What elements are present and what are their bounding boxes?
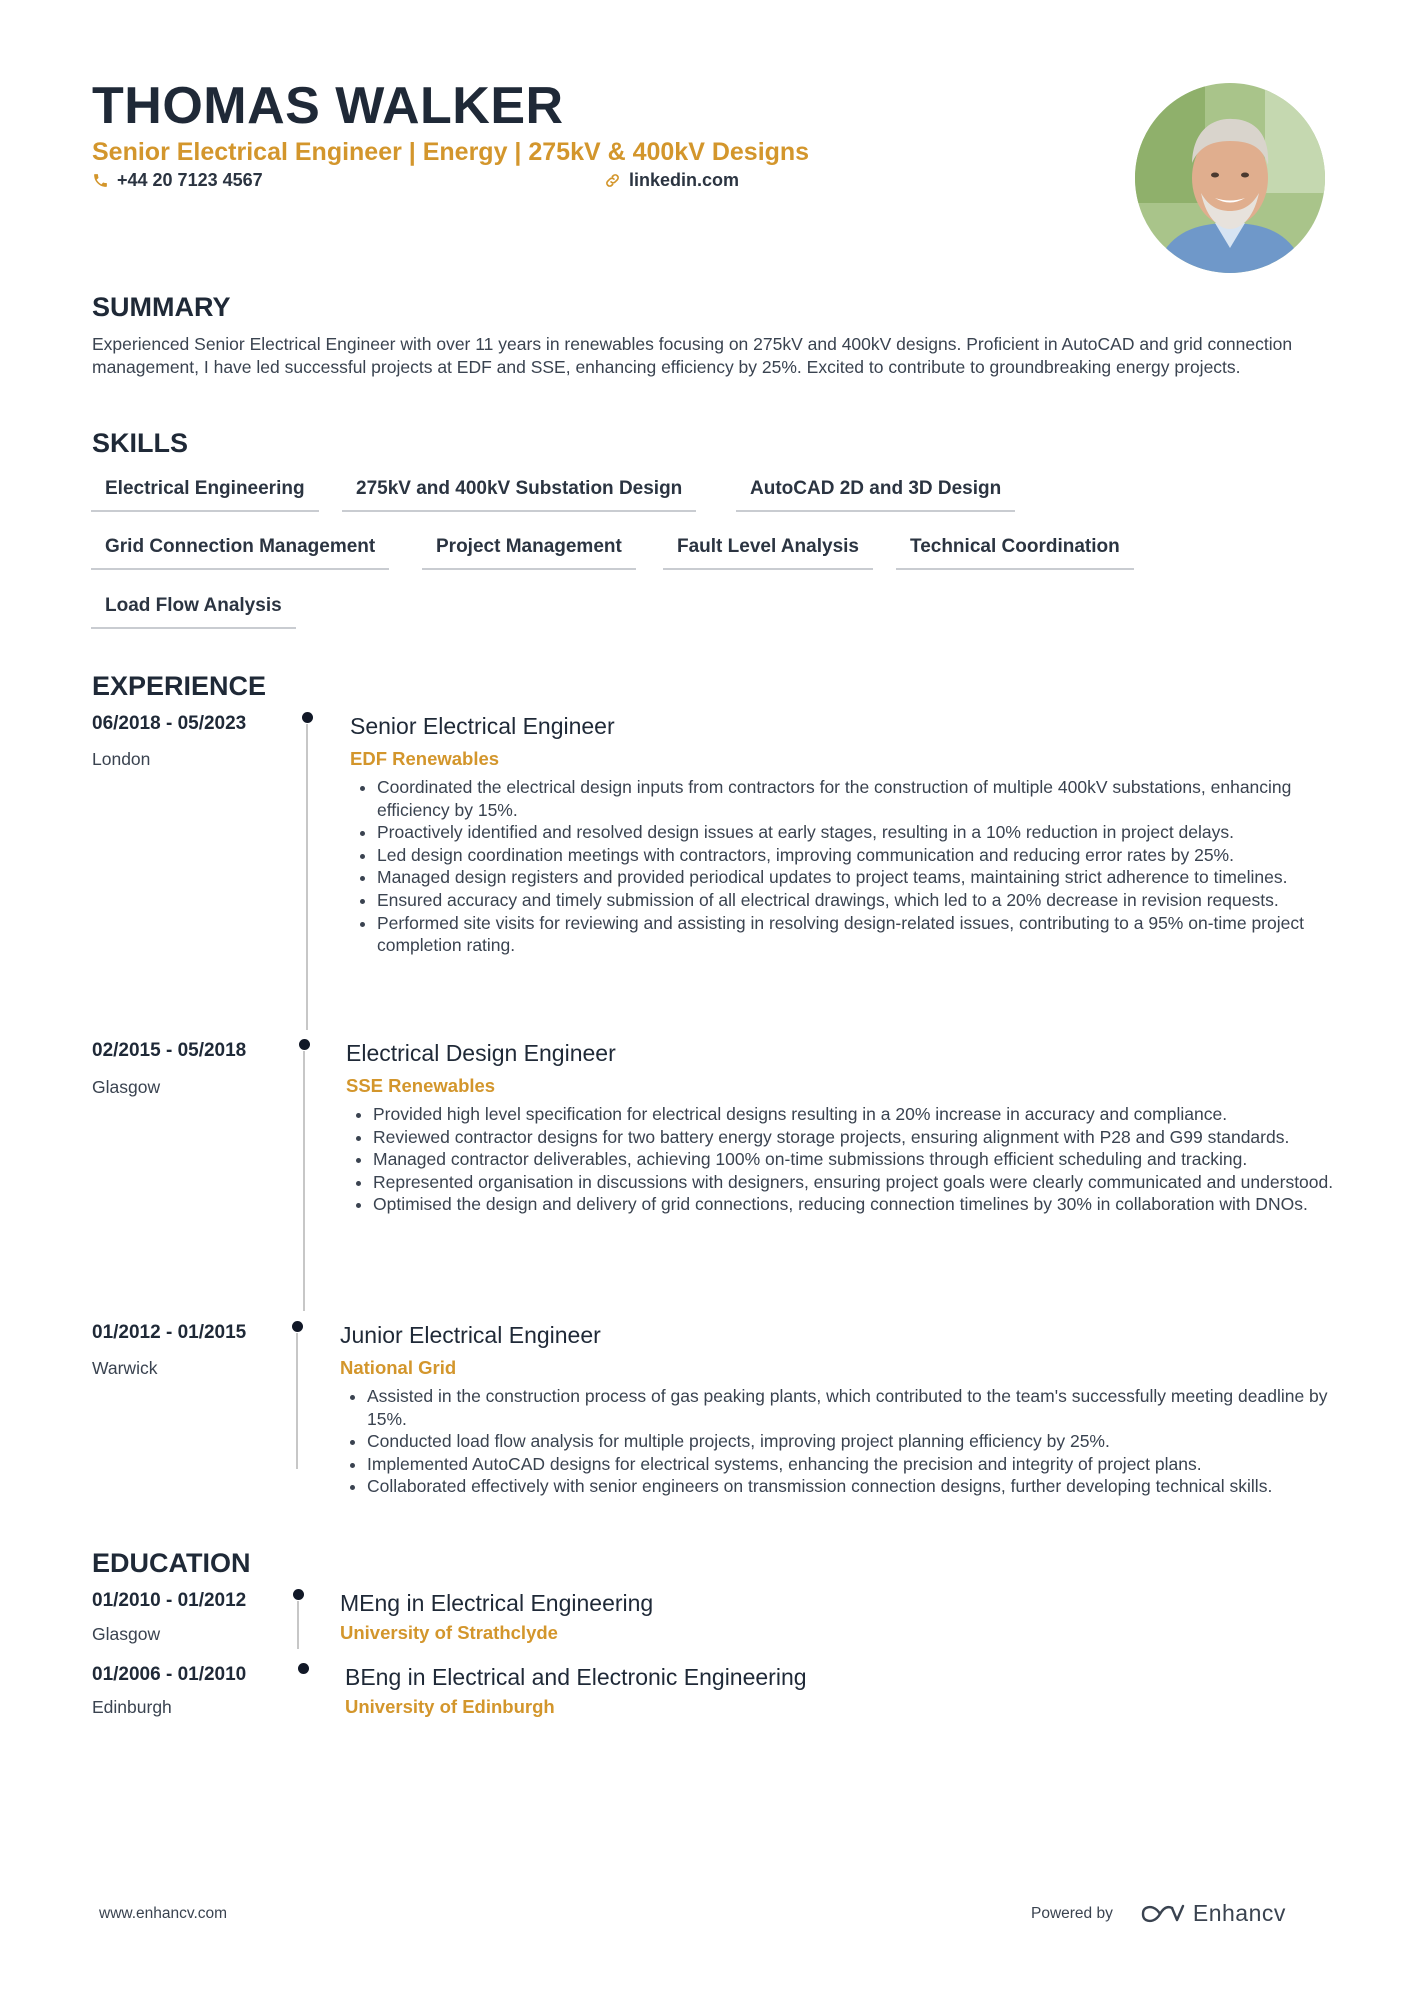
skill-tag: Fault Level Analysis	[663, 536, 873, 570]
education-location: Glasgow	[92, 1624, 161, 1644]
bullet-item: • Managed contractor deliverables, achieving 100% on-time submissions through efficient scheduling and tracking.	[373, 1148, 1358, 1171]
linkedin-contact[interactable]	[604, 170, 739, 191]
job-dates: 01/2012 - 01/2015	[92, 1322, 247, 1343]
job-company: SSE Renewables	[346, 1075, 496, 1096]
job-bullets	[353, 1103, 1358, 1216]
job-location: London	[92, 749, 151, 769]
bullet-item: • Ensured accuracy and timely submission of all electrical drawings, which led to a 20% decrease in revision requests.	[377, 889, 1357, 912]
job-dates: 06/2018 - 05/2023	[92, 713, 247, 734]
job-role: Electrical Design Engineer	[346, 1040, 616, 1066]
bullet-item: • Optimised the design and delivery of grid connections, reducing connection timelines by 30% in collaboration with DNOs.	[373, 1193, 1358, 1216]
bullet-item: • Reviewed contractor designs for two battery energy storage projects, ensuring alignment with P28 and G99 standards.	[373, 1126, 1358, 1149]
job-bullets	[347, 1385, 1357, 1498]
job-bullets	[357, 776, 1357, 957]
skill-tag: 275kV and 400kV Substation Design	[342, 478, 696, 512]
job-role: Senior Electrical Engineer	[350, 713, 615, 739]
link-icon	[604, 172, 621, 189]
skill-tag: Technical Coordination	[896, 536, 1134, 570]
skills-heading: SKILLS	[92, 428, 189, 458]
timeline-dot	[298, 1663, 309, 1674]
bullet-item: • Implemented AutoCAD designs for electrical systems, enhancing the precision and integrity of project plans.	[367, 1453, 1357, 1476]
job-company: National Grid	[340, 1357, 457, 1378]
candidate-name: THOMAS WALKER	[92, 77, 564, 135]
skill-tag: Project Management	[422, 536, 636, 570]
skill-tag: AutoCAD 2D and 3D Design	[736, 478, 1015, 512]
profile-photo	[1135, 83, 1325, 273]
footer-branding	[1031, 1900, 1286, 1927]
bullet-item: • Collaborated effectively with senior engineers on transmission connection designs, further developing technical skills.	[367, 1475, 1357, 1498]
footer-website[interactable]: www.enhancv.com	[99, 1905, 228, 1922]
bullet-item: • Managed design registers and provided periodical updates to project teams, maintaining strict adherence to timelines.	[377, 866, 1357, 889]
timeline-dot	[299, 1039, 310, 1050]
timeline-dot	[293, 1589, 304, 1600]
education-dates: 01/2010 - 01/2012	[92, 1590, 247, 1611]
candidate-title: Senior Electrical Engineer | Energy | 275kV & 400kV Designs	[92, 138, 810, 166]
skill-tag: Grid Connection Management	[91, 536, 389, 570]
timeline-line	[306, 724, 308, 1030]
phone-contact	[92, 170, 263, 191]
bullet-item: • Performed site visits for reviewing and assisting in resolving design-related issues, contributing to a 95% on-time project completion rating.	[377, 912, 1357, 957]
phone-icon	[92, 172, 109, 189]
bullet-item: • Led design coordination meetings with contractors, improving communication and reducing error rates by 25%.	[377, 844, 1357, 867]
timeline-dot	[292, 1321, 303, 1332]
experience-heading: EXPERIENCE	[92, 671, 267, 701]
education-school: University of Edinburgh	[345, 1696, 555, 1717]
powered-by-label: Powered by	[1031, 1904, 1113, 1922]
education-degree: MEng in Electrical Engineering	[340, 1590, 654, 1616]
education-degree: BEng in Electrical and Electronic Engineering	[345, 1664, 807, 1690]
education-school: University of Strathclyde	[340, 1622, 558, 1643]
bullet-item: • Conducted load flow analysis for multiple projects, improving project planning efficiency by 25%.	[367, 1430, 1357, 1453]
job-company: EDF Renewables	[350, 748, 500, 769]
bullet-item: • Represented organisation in discussions with designers, ensuring project goals were clearly communicated and understood.	[373, 1171, 1358, 1194]
timeline-line	[297, 1601, 299, 1649]
linkedin-link[interactable]: linkedin.com	[629, 170, 740, 190]
enhancv-logo-icon	[1139, 1902, 1185, 1926]
job-dates: 02/2015 - 05/2018	[92, 1040, 247, 1061]
job-location: Warwick	[92, 1358, 158, 1378]
brand-logo[interactable]	[1139, 1900, 1286, 1927]
bullet-item: • Provided high level specification for electrical designs resulting in a 20% increase in accuracy and compliance.	[373, 1103, 1358, 1126]
summary-text: Experienced Senior Electrical Engineer with over 11 years in renewables focusing on 275kV and 400kV designs. Proficient in AutoCAD and grid connection management, I have led successful projects at EDF and SSE, enhancing efficiency by 25%. Excited to contribute to groundbreaking energy projects.	[92, 334, 1293, 377]
phone-number: +44 20 7123 4567	[117, 170, 263, 190]
bullet-item: • Coordinated the electrical design inputs from contractors for the construction of multiple 400kV substations, enhancing efficiency by 15%.	[377, 776, 1357, 821]
education-location: Edinburgh	[92, 1697, 172, 1717]
timeline-dot	[302, 712, 313, 723]
timeline-line	[303, 1051, 305, 1311]
job-location: Glasgow	[92, 1077, 161, 1097]
bullet-item: • Assisted in the construction process of gas peaking plants, which contributed to the team's successfully meeting deadline by 15%.	[367, 1385, 1357, 1430]
job-role: Junior Electrical Engineer	[340, 1322, 601, 1348]
education-heading: EDUCATION	[92, 1548, 251, 1578]
skill-tag: Electrical Engineering	[91, 478, 319, 512]
bullet-item: • Proactively identified and resolved design issues at early stages, resulting in a 10% reduction in project delays.	[377, 821, 1357, 844]
brand-name: Enhancv	[1192, 1900, 1286, 1926]
timeline-line	[296, 1333, 298, 1469]
summary-heading: SUMMARY	[92, 292, 231, 322]
education-dates: 01/2006 - 01/2010	[92, 1664, 247, 1685]
skill-tag: Load Flow Analysis	[91, 595, 296, 629]
